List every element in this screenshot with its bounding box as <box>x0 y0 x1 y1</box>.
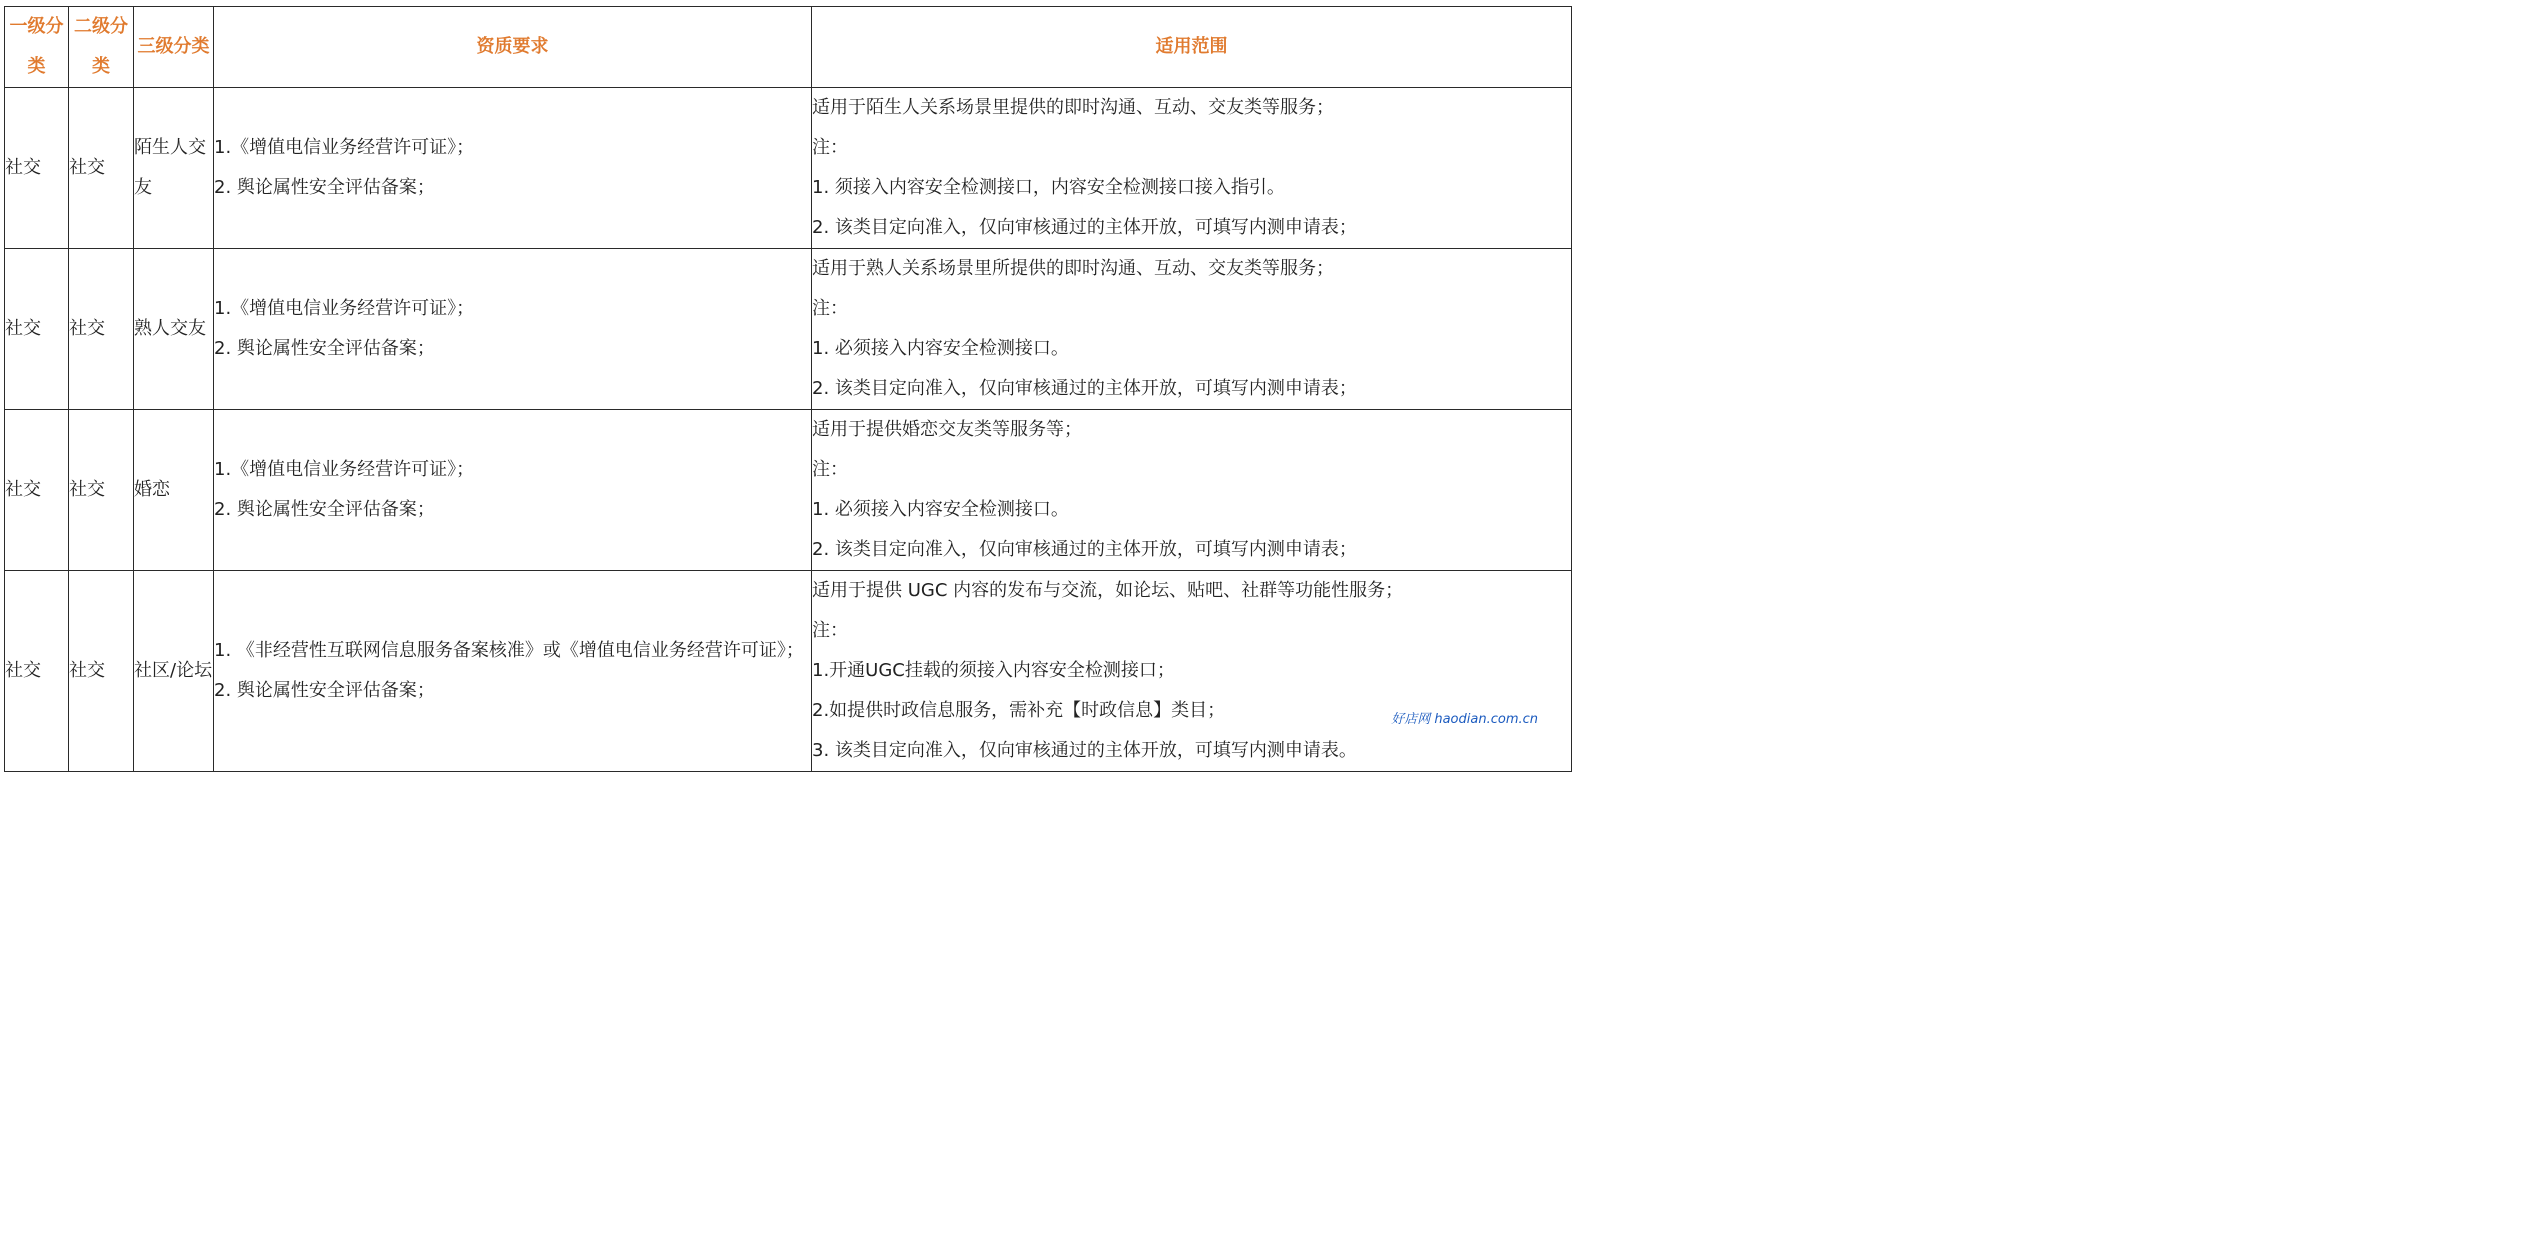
qualification-line: 1.《增值电信业务经营许可证》； <box>214 298 475 319</box>
cell-scope <box>812 88 1572 249</box>
header-level3: 三级分类 <box>134 7 214 88</box>
header-qualification: 资质要求 <box>214 7 812 88</box>
cell-text: 社交 <box>5 479 41 500</box>
qualification-table <box>4 6 1572 772</box>
table-row <box>5 88 1572 249</box>
cell-level2 <box>69 410 134 571</box>
scope-line: 适用于熟人关系场景里所提供的即时沟通、互动、交友类等服务； <box>812 258 1334 279</box>
qualification-line: 1. 《非经营性互联网信息服务备案核准》或《增值电信业务经营许可证》； <box>214 640 804 661</box>
cell-level3 <box>134 88 214 249</box>
scope-line: 适用于提供 UGC 内容的发布与交流，如论坛、贴吧、社群等功能性服务； <box>812 580 1404 601</box>
table-row <box>5 249 1572 410</box>
scope-line: 注： <box>812 459 848 480</box>
cell-level2 <box>69 88 134 249</box>
cell-qualification <box>214 410 812 571</box>
header-scope: 适用范围 <box>812 7 1572 88</box>
qualification-line: 1.《增值电信业务经营许可证》； <box>214 137 475 158</box>
header-row <box>5 7 1572 88</box>
cell-level1 <box>5 410 69 571</box>
scope-line: 适用于提供婚恋交友类等服务等； <box>812 419 1082 440</box>
cell-level1 <box>5 571 69 772</box>
scope-line: 3. 该类目定向准入，仅向审核通过的主体开放，可填写内测申请表。 <box>812 740 1357 761</box>
cell-scope <box>812 571 1572 772</box>
qualification-line: 2. 舆论属性安全评估备案； <box>214 177 435 198</box>
cell-text: 社交 <box>5 157 41 178</box>
cell-text: 社交 <box>69 479 105 500</box>
header-level2: 二级分类 <box>69 7 134 88</box>
table-row <box>5 410 1572 571</box>
cell-level2 <box>69 249 134 410</box>
scope-line: 1. 必须接入内容安全检测接口。 <box>812 499 1069 520</box>
scope-line: 注： <box>812 620 848 641</box>
cell-text: 婚恋 <box>134 479 170 500</box>
cell-level1 <box>5 249 69 410</box>
cell-text: 陌生人交友 <box>134 137 206 198</box>
qualification-line: 2. 舆论属性安全评估备案； <box>214 680 435 701</box>
cell-qualification <box>214 88 812 249</box>
cell-qualification <box>214 571 812 772</box>
cell-level3 <box>134 571 214 772</box>
scope-line: 2.如提供时政信息服务，需补充【时政信息】类目； <box>812 700 1226 721</box>
qualification-line: 1.《增值电信业务经营许可证》； <box>214 459 475 480</box>
scope-line: 2. 该类目定向准入，仅向审核通过的主体开放，可填写内测申请表； <box>812 539 1357 560</box>
scope-line: 1.开通UGC挂载的须接入内容安全检测接口； <box>812 660 1175 681</box>
qualification-line: 2. 舆论属性安全评估备案； <box>214 338 435 359</box>
cell-scope <box>812 410 1572 571</box>
table-row <box>5 571 1572 772</box>
cell-text: 社区/论坛 <box>134 660 213 681</box>
cell-scope <box>812 249 1572 410</box>
scope-line: 2. 该类目定向准入，仅向审核通过的主体开放，可填写内测申请表； <box>812 378 1357 399</box>
cell-text: 社交 <box>5 660 41 681</box>
header-level1: 一级分类 <box>5 7 69 88</box>
cell-level2 <box>69 571 134 772</box>
scope-line: 注： <box>812 298 848 319</box>
cell-qualification <box>214 249 812 410</box>
cell-text: 社交 <box>69 660 105 681</box>
scope-line: 注： <box>812 137 848 158</box>
scope-line: 1. 须接入内容安全检测接口，内容安全检测接口接入指引。 <box>812 177 1285 198</box>
scope-line: 适用于陌生人关系场景里提供的即时沟通、互动、交友类等服务； <box>812 97 1334 118</box>
cell-text: 熟人交友 <box>134 318 206 339</box>
cell-level3 <box>134 410 214 571</box>
scope-line: 1. 必须接入内容安全检测接口。 <box>812 338 1069 359</box>
cell-text: 社交 <box>69 157 105 178</box>
cell-text: 社交 <box>69 318 105 339</box>
cell-level1 <box>5 88 69 249</box>
qualification-line: 2. 舆论属性安全评估备案； <box>214 499 435 520</box>
cell-level3 <box>134 249 214 410</box>
watermark-logo: 好店网 haodian.com.cn <box>1391 712 1538 727</box>
cell-text: 社交 <box>5 318 41 339</box>
scope-line: 2. 该类目定向准入，仅向审核通过的主体开放，可填写内测申请表； <box>812 217 1357 238</box>
